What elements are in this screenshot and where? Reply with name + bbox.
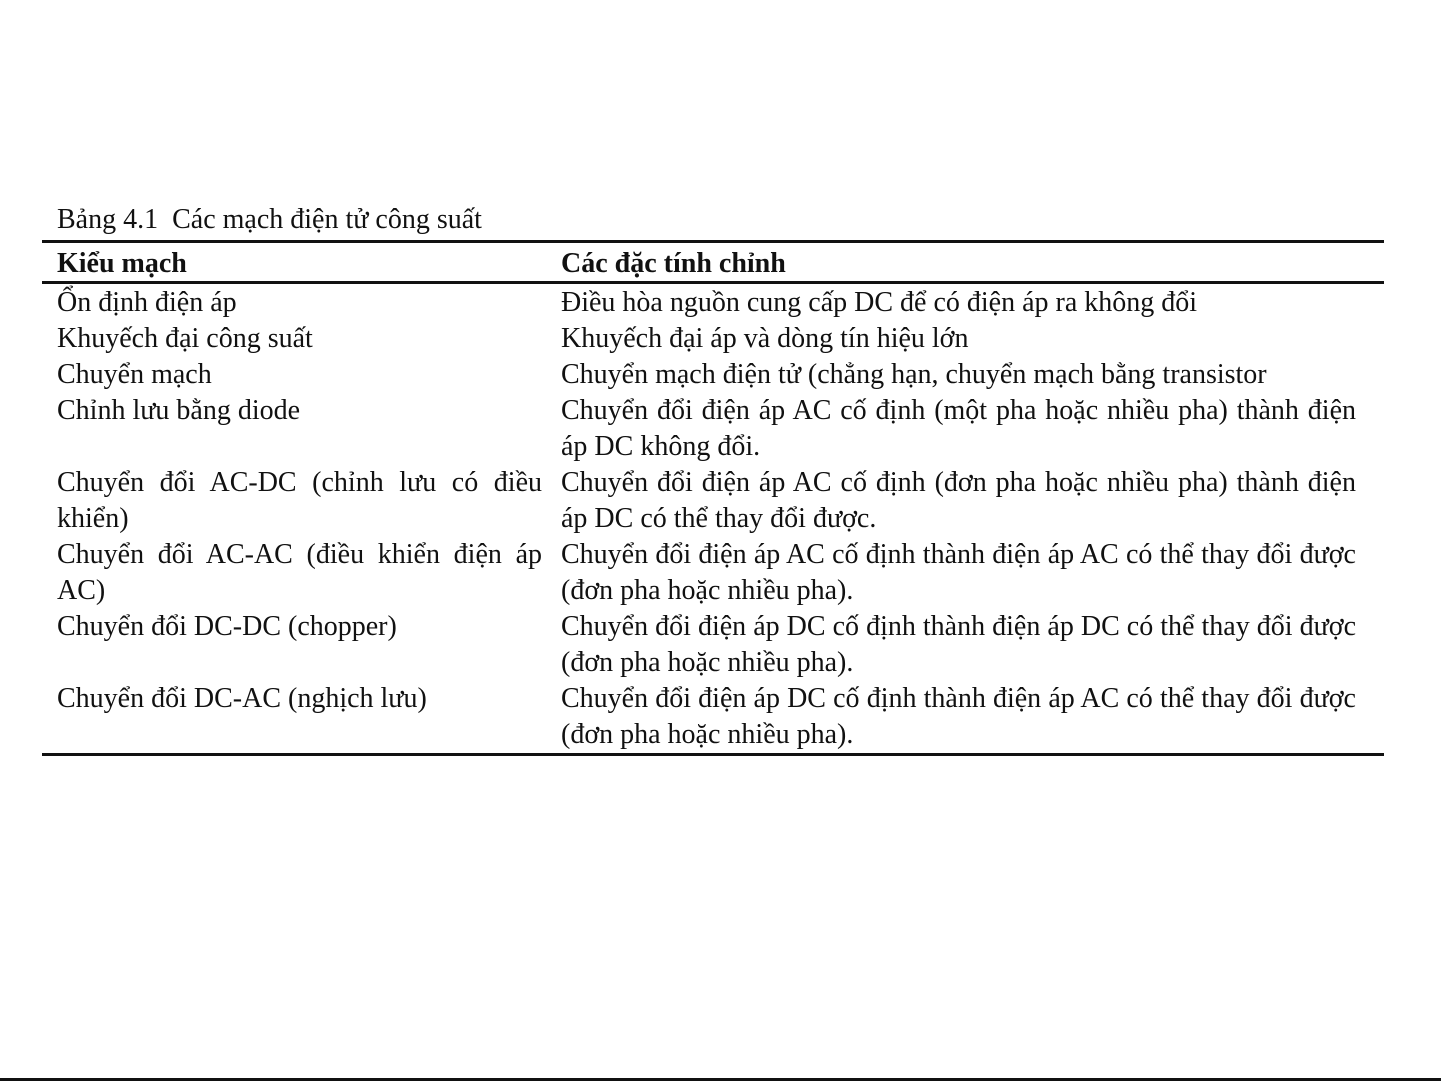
circuit-type-cell: Chuyển đổi DC-DC (chopper) xyxy=(57,611,397,642)
header-characteristics: Các đặc tính chỉnh xyxy=(561,248,786,279)
table-row xyxy=(42,357,1384,393)
circuit-type-cell: Khuyếch đại công suất xyxy=(57,323,313,354)
circuit-type-cell: Chỉnh lưu bằng diode xyxy=(57,395,301,426)
header-circuit-type: Kiểu mạch xyxy=(57,248,187,279)
table-header-row xyxy=(42,243,1384,284)
circuit-type-cell: Chuyển mạch xyxy=(57,359,212,390)
circuit-type-cell: Chuyển đổi AC-AC (điều khiển điện áp AC) xyxy=(57,539,542,606)
table-body xyxy=(42,284,1384,753)
table-row xyxy=(42,537,1384,609)
circuits-table xyxy=(42,240,1384,756)
characteristics-cell: Chuyển mạch điện tử (chẳng hạn, chuyển mạch bằng transistor xyxy=(561,359,1267,390)
characteristics-cell: Chuyển đổi điện áp DC cố định thành điện áp DC có thể thay đổi được (đơn pha hoặc nhiều pha). xyxy=(561,611,1356,678)
table-row xyxy=(42,393,1384,465)
table-row xyxy=(42,609,1384,681)
characteristics-cell: Chuyển đổi điện áp AC cố định thành điện áp AC có thể thay đổi được (đơn pha hoặc nhiều pha). xyxy=(561,539,1356,606)
characteristics-cell: Chuyển đổi điện áp AC cố định (đơn pha hoặc nhiều pha) thành điện áp DC có thể thay đổi được. xyxy=(561,467,1356,534)
table-caption: Bảng 4.1 Các mạch điện tử công suất xyxy=(57,204,482,235)
table-row xyxy=(42,285,1384,321)
circuit-type-cell: Ổn định điện áp xyxy=(57,287,237,318)
characteristics-cell: Chuyển đổi điện áp AC cố định (một pha hoặc nhiều pha) thành điện áp DC không đổi. xyxy=(561,395,1356,462)
table-row xyxy=(42,465,1384,537)
table-row xyxy=(42,681,1384,753)
circuit-type-cell: Chuyển đổi DC-AC (nghịch lưu) xyxy=(57,683,427,714)
characteristics-cell: Điều hòa nguồn cung cấp DC để có điện áp ra không đổi xyxy=(561,287,1198,318)
characteristics-cell: Khuyếch đại áp và dòng tín hiệu lớn xyxy=(561,323,969,354)
characteristics-cell: Chuyển đổi điện áp DC cố định thành điện áp AC có thể thay đổi được (đơn pha hoặc nhiều pha). xyxy=(561,683,1356,750)
circuit-type-cell: Chuyển đổi AC-DC (chỉnh lưu có điều khiển) xyxy=(57,467,542,534)
table-row xyxy=(42,321,1384,357)
